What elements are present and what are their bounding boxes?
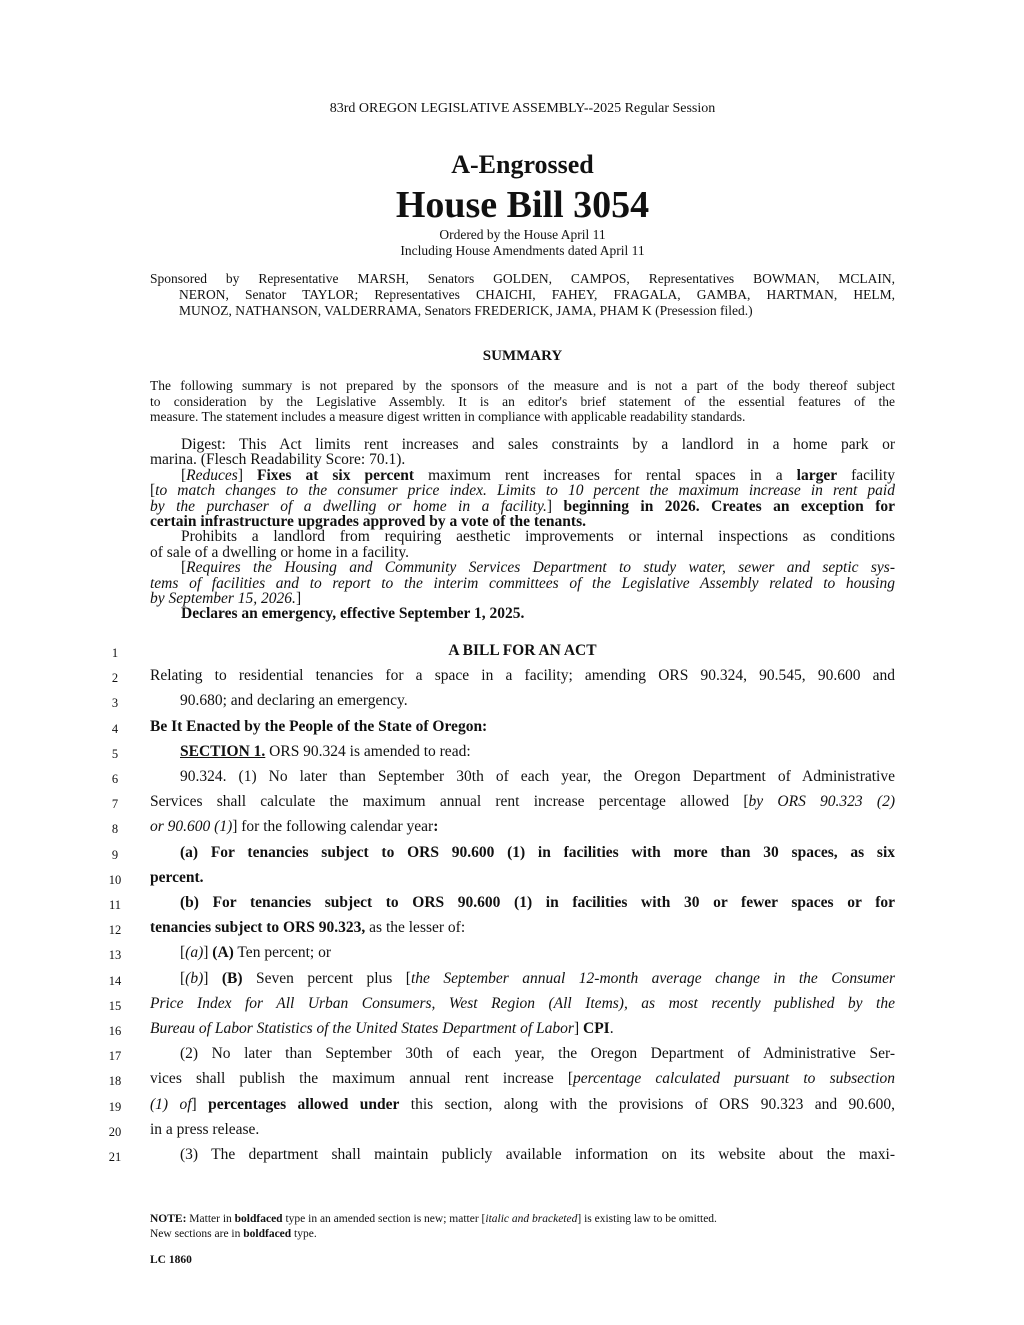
text: New sections are in bbox=[150, 1228, 244, 1240]
bill-line bbox=[0, 995, 1024, 1020]
bill-line bbox=[0, 642, 1024, 667]
note-line-1 bbox=[150, 1212, 895, 1227]
digest-line-4 bbox=[150, 483, 895, 498]
note-line-2 bbox=[150, 1227, 895, 1242]
bill-line bbox=[0, 970, 1024, 995]
bill-line bbox=[0, 944, 1024, 969]
text: type in an amended section is new; matter [ bbox=[282, 1213, 486, 1225]
new-text: larger bbox=[796, 466, 838, 484]
deleted-text: (a) bbox=[185, 944, 204, 962]
digest-line-1: Digest: This Act limits rent increases and sales constraints by a landlord in a home park or bbox=[181, 436, 895, 453]
line-number: 13 bbox=[108, 948, 122, 963]
digest-line-12 bbox=[150, 606, 895, 621]
bracket: ] bbox=[203, 969, 222, 987]
bracket: [ bbox=[180, 944, 186, 962]
line-text: in a press release. bbox=[150, 1120, 260, 1138]
line-number: 9 bbox=[111, 847, 119, 862]
text: Services shall calculate the maximum annual rent increase percentage allowed [ bbox=[150, 793, 749, 811]
summary-heading: SUMMARY bbox=[482, 348, 563, 364]
bill-title: House Bill 3054 bbox=[395, 184, 650, 226]
line-number: 19 bbox=[108, 1099, 122, 1114]
bill-line bbox=[0, 1020, 1024, 1045]
line-text bbox=[150, 743, 895, 761]
bill-line bbox=[0, 768, 1024, 793]
new-text: percentages allowed under bbox=[208, 1095, 400, 1113]
line-number: 21 bbox=[108, 1150, 122, 1164]
bracket: ] bbox=[573, 1020, 583, 1037]
line-text bbox=[150, 818, 895, 836]
deleted-text: (b) bbox=[185, 969, 204, 987]
text: Be It Enacted by the People of the State of Oregon: bbox=[150, 717, 488, 735]
bill-line bbox=[0, 844, 1024, 869]
line-number: 1 bbox=[111, 646, 119, 660]
bill-line bbox=[0, 1045, 1024, 1070]
line-number: 17 bbox=[108, 1049, 122, 1064]
line-text bbox=[150, 919, 895, 937]
bracket: ] bbox=[203, 944, 213, 962]
line-number: 5 bbox=[111, 746, 119, 761]
bill-line bbox=[0, 894, 1024, 919]
line-number: 3 bbox=[111, 696, 119, 711]
bill-act-heading bbox=[150, 642, 895, 660]
line-number: 11 bbox=[108, 898, 122, 912]
note-label: NOTE: bbox=[150, 1213, 187, 1225]
summary-text bbox=[150, 378, 895, 425]
deleted-text: (1) of bbox=[150, 1095, 192, 1113]
new-text: CPI bbox=[583, 1020, 610, 1037]
digest-line-8: of sale of a dwelling or home in a facility. bbox=[150, 543, 409, 561]
new-text: beginning in 2026. Creates an exception for bbox=[563, 497, 896, 515]
deleted-text: Requires the Housing and Community Services Department to study water, sewer and septic sys- bbox=[186, 559, 895, 577]
line-text: 90.324. (1) No later than September 30th of each year, the Oregon Department of Administrative bbox=[180, 768, 895, 785]
bill-line bbox=[0, 1070, 1024, 1095]
sponsors-line-1: Sponsored by Representative MARSH, Senators GOLDEN, CAMPOS, Representatives BOWMAN, MCLAIN, bbox=[150, 271, 895, 286]
session-header: 83rd OREGON LEGISLATIVE ASSEMBLY--2025 Regular Session bbox=[329, 101, 716, 116]
new-text: Declares an emergency, effective September 1, 2025. bbox=[181, 605, 525, 623]
line-number: 12 bbox=[108, 923, 122, 938]
deleted-text: the September annual 12-month average change in the Consumer bbox=[410, 969, 895, 987]
line-text bbox=[150, 1020, 895, 1038]
text: as the lesser of: bbox=[365, 919, 466, 937]
new-text: : bbox=[433, 818, 439, 836]
new-text: percent. bbox=[150, 868, 204, 886]
bill-line bbox=[0, 793, 1024, 818]
text: ORS 90.324 is amended to read: bbox=[265, 742, 471, 760]
bill-line bbox=[0, 718, 1024, 743]
text: Matter in bbox=[186, 1213, 235, 1225]
footer-note bbox=[150, 1212, 895, 1242]
deleted-text: by September 15, 2026. bbox=[150, 590, 296, 608]
new-text: (a) For tenancies subject to ORS 90.600 (1) in facilities with more than 30 spaces, as six bbox=[180, 843, 895, 861]
new-text: (A) bbox=[212, 944, 234, 962]
digest-line-5 bbox=[150, 499, 895, 514]
bracket: ] bbox=[295, 590, 302, 608]
engrossed-label: A-Engrossed bbox=[451, 150, 594, 179]
line-text: (2) No later than September 30th of each year, the Oregon Department of Administrative Ser- bbox=[180, 1045, 895, 1063]
line-text bbox=[150, 995, 895, 1013]
bracket: [ bbox=[180, 969, 186, 987]
line-number: 20 bbox=[108, 1124, 122, 1139]
text: . bbox=[609, 1020, 614, 1037]
line-text bbox=[150, 869, 895, 887]
sponsors-block bbox=[150, 271, 895, 319]
summary-line-3: measure. The statement includes a measure digest written in compliance with applicable readability standards. bbox=[150, 409, 746, 424]
digest-line-2: marina. (Flesch Readability Score: 70.1). bbox=[150, 451, 406, 469]
text: A BILL FOR AN ACT bbox=[448, 642, 597, 659]
text: ] is existing law to be omitted. bbox=[577, 1213, 717, 1225]
summary-line-1: The following summary is not prepared by the sponsors of the measure and is not a part of the body thereof subject bbox=[150, 378, 895, 393]
deleted-text: to match changes to the consumer price index. Limits to 10 percent the maximum increase in rent paid bbox=[155, 482, 895, 500]
text: facility bbox=[851, 466, 896, 484]
deleted-text: by ORS 90.323 (2) bbox=[748, 793, 895, 811]
line-text bbox=[150, 970, 895, 988]
line-text bbox=[150, 944, 895, 962]
line-number: 4 bbox=[111, 721, 119, 736]
digest-line-3 bbox=[150, 468, 895, 483]
italic-words: italic and bracketed bbox=[485, 1213, 578, 1225]
deleted-text: tems of facilities and to report to the interim committees of the Legislative Assembly related to housing bbox=[150, 574, 895, 592]
line-number: 15 bbox=[108, 998, 122, 1013]
digest-line-6 bbox=[150, 514, 895, 529]
line-text bbox=[150, 894, 895, 912]
text: this section, along with the provisions of ORS 90.323 and 90.600, bbox=[399, 1095, 895, 1113]
line-text: Relating to residential tenancies for a space in a facility; amending ORS 90.324, 90.545, 90.600 and bbox=[150, 667, 895, 685]
line-number: 7 bbox=[111, 797, 119, 812]
line-text: 90.680; and declaring an emergency. bbox=[180, 692, 408, 710]
new-text: Fixes at six percent bbox=[257, 466, 415, 484]
ordered-info bbox=[150, 227, 895, 259]
line-text: (3) The department shall maintain publicly available information on its website about the maxi- bbox=[180, 1146, 895, 1163]
bill-line bbox=[0, 667, 1024, 692]
line-number: 8 bbox=[111, 822, 119, 837]
line-number: 16 bbox=[108, 1024, 122, 1038]
deleted-text: Bureau of Labor Statistics of the United States Department of Labor bbox=[150, 1020, 574, 1037]
bracket: [ bbox=[181, 466, 187, 484]
text: ] for the following calendar year bbox=[232, 818, 434, 836]
deleted-text: Reduces bbox=[186, 466, 238, 484]
amendments-line: Including House Amendments dated April 11 bbox=[400, 243, 645, 258]
bracket: ] bbox=[546, 497, 553, 515]
deleted-text: percentage calculated pursuant to subsection bbox=[573, 1070, 895, 1088]
bill-line bbox=[0, 919, 1024, 944]
deleted-text: Price Index for All Urban Consumers, West Region (All Items), as most recently published by the bbox=[150, 994, 895, 1012]
new-text: tenancies subject to ORS 90.323, bbox=[150, 919, 366, 937]
bill-line bbox=[0, 1096, 1024, 1121]
deleted-text: or 90.600 (1) bbox=[150, 818, 233, 836]
bracket: ] bbox=[237, 466, 243, 484]
digest-block bbox=[150, 437, 895, 622]
bracket: [ bbox=[150, 482, 156, 500]
line-text bbox=[150, 844, 895, 862]
text: Seven percent plus [ bbox=[242, 969, 411, 987]
line-number: 2 bbox=[111, 671, 119, 686]
sponsors-line-3: MUNOZ, NATHANSON, VALDERRAMA, Senators FREDERICK, JAMA, PHAM K (Presession filed.) bbox=[179, 303, 753, 318]
bracket: ] bbox=[191, 1095, 209, 1113]
section-label: SECTION 1. bbox=[180, 742, 266, 760]
enacting-clause bbox=[150, 718, 895, 736]
bill-line bbox=[0, 743, 1024, 768]
lc-number: LC 1860 bbox=[150, 1254, 192, 1266]
line-text bbox=[150, 793, 895, 811]
bold-word: boldfaced bbox=[243, 1228, 292, 1240]
bill-line bbox=[0, 818, 1024, 843]
bold-word: boldfaced bbox=[234, 1213, 283, 1225]
summary-line-2: to consideration by the Legislative Assembly. It is an editor's brief statement of the essential features of the bbox=[150, 393, 895, 409]
bill-line bbox=[0, 1121, 1024, 1146]
text: type. bbox=[291, 1228, 317, 1240]
text: maximum rent increases for rental spaces in a bbox=[428, 466, 783, 484]
sponsors-line-2: NERON, Senator TAYLOR; Representatives CHAICHI, FAHEY, FRAGALA, GAMBA, HARTMAN, HELM, bbox=[179, 287, 895, 302]
line-number: 6 bbox=[111, 772, 119, 786]
line-number: 18 bbox=[108, 1074, 122, 1089]
digest-line-10 bbox=[150, 576, 895, 591]
text: Ten percent; or bbox=[233, 944, 332, 962]
digest-line-11 bbox=[150, 591, 895, 606]
line-text bbox=[150, 1096, 895, 1114]
bill-line bbox=[0, 869, 1024, 894]
line-number: 10 bbox=[108, 872, 122, 887]
bracket: [ bbox=[181, 559, 187, 577]
new-text: (b) For tenancies subject to ORS 90.600 (1) in facilities with 30 or fewer spaces or for bbox=[180, 894, 895, 911]
line-number: 14 bbox=[108, 973, 122, 988]
text: vices shall publish the maximum annual rent increase [ bbox=[150, 1070, 573, 1088]
digest-line-7: Prohibits a landlord from requiring aesthetic improvements or internal inspections as conditions bbox=[181, 528, 895, 546]
line-text bbox=[150, 1070, 895, 1088]
digest-line-9 bbox=[150, 560, 895, 575]
ordered-line: Ordered by the House April 11 bbox=[439, 227, 606, 242]
bill-line bbox=[0, 1146, 1024, 1171]
deleted-text: by the purchaser of a dwelling or home in a facility. bbox=[150, 497, 547, 515]
new-text: certain infrastructure upgrades approved by a vote of the tenants. bbox=[150, 513, 586, 531]
bill-line bbox=[0, 692, 1024, 717]
new-text: (B) bbox=[221, 969, 243, 987]
